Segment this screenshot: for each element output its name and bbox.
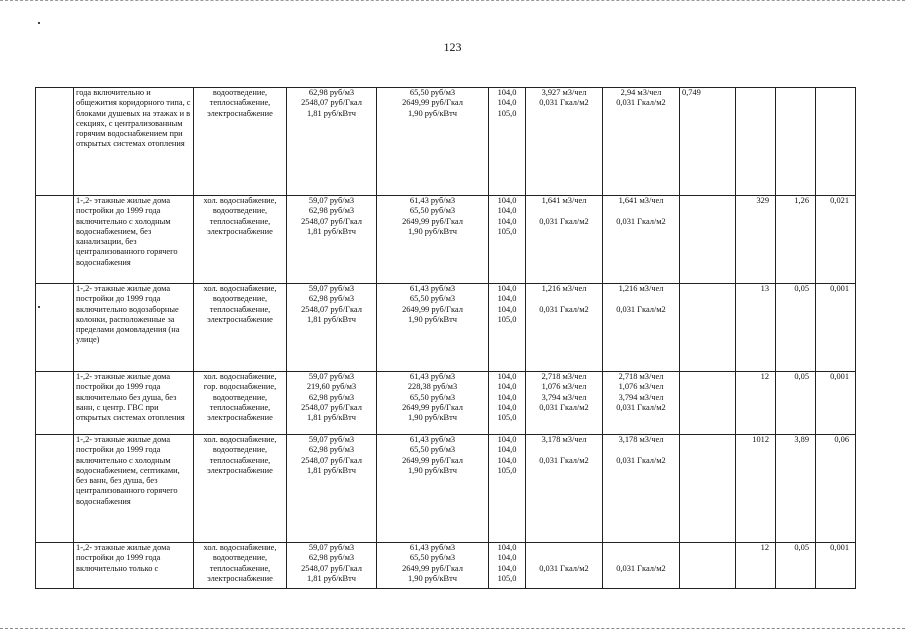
cell-line: 3,794 м3/чел — [618, 392, 664, 402]
cell-line: 104,0 — [497, 98, 517, 108]
cell-line: теплоснабжение, — [209, 563, 271, 573]
norm-current-cell — [526, 543, 603, 589]
cell-line: электроснабжение — [207, 465, 273, 475]
scan-top-border — [0, 0, 905, 4]
cell-line: хол. водоснабжение, — [203, 435, 277, 444]
cell-line: 59,07 руб/м3 — [308, 372, 355, 381]
index-cell — [489, 284, 526, 372]
cell-line — [605, 294, 677, 304]
norm-current-cell — [526, 88, 603, 196]
cell-line: 219,60 руб/м3 — [306, 382, 357, 392]
table-body — [36, 88, 905, 589]
cell-line — [605, 543, 677, 553]
cell-line: 2548,07 руб/Гкал — [301, 402, 362, 412]
norm-current-cell — [526, 372, 603, 435]
description-cell: 1-,2- этажные жилые дома постройки до 1999 года включительно с холодным водоснабжением, без канализации, без централизованного горячего водоснабжения — [74, 196, 194, 284]
description-cell: 1-,2- этажные жилые дома постройки до 1999 года включительно только с — [74, 543, 194, 589]
cell-line: 61,43 руб/м3 — [409, 372, 456, 381]
services-cell — [194, 284, 287, 372]
cell-line: хол. водоснабжение, — [203, 372, 277, 381]
cell-line: 1,90 руб/кВтч — [407, 573, 458, 583]
cell-line: 0,031 Гкал/м2 — [539, 98, 589, 108]
margin-cell — [36, 196, 74, 284]
value-cell-c11: 0,05 — [776, 543, 816, 589]
cell-line: электроснабжение — [207, 314, 273, 324]
cell-line: 59,07 руб/м3 — [308, 435, 355, 444]
cell-line: теплоснабжение, — [209, 402, 271, 412]
cell-line: хол. водоснабжение, — [203, 284, 277, 293]
cell-line: 0,031 Гкал/м2 — [616, 304, 666, 314]
cell-line: 62,98 руб/м3 — [308, 206, 355, 216]
margin-cell — [36, 435, 74, 543]
cell-line: 104,0 — [497, 445, 517, 455]
margin-cell — [36, 284, 74, 372]
table-row — [36, 435, 905, 543]
value-cell-c11: 1,26 — [776, 196, 816, 284]
cell-line: 1,076 м3/чел — [618, 382, 664, 392]
norm-current-cell — [526, 435, 603, 543]
value-cell-c10 — [736, 88, 776, 196]
cell-line: 104,0 — [497, 206, 517, 216]
cell-line: 104,0 — [497, 543, 517, 552]
cell-line: 1,90 руб/кВтч — [407, 226, 458, 236]
norm-new-cell — [603, 372, 680, 435]
cell-line: электроснабжение — [207, 108, 273, 118]
cell-line: 104,0 — [497, 563, 517, 573]
cell-line: теплоснабжение, — [209, 304, 271, 314]
cell-line — [528, 543, 600, 553]
value-cell-c11: 0,05 — [776, 284, 816, 372]
cell-line: 65,50 руб/м3 — [409, 206, 456, 216]
cell-line — [528, 206, 600, 216]
cell-line: 1,81 руб/кВтч — [306, 314, 357, 324]
description-cell: 1-,2- этажные жилые дома постройки до 1999 года включительно с холодным водоснабжением, септиками, без ванн, без душа, без централизованного горячего водоснабжения — [74, 435, 194, 543]
value-cell-c12: 0,021 — [816, 196, 856, 284]
cell-line: 0,031 Гкал/м2 — [539, 216, 589, 226]
cell-line: гор. водоснабжение, — [203, 382, 277, 392]
coefficient-cell — [680, 196, 736, 284]
index-cell — [489, 372, 526, 435]
tariff-new-cell — [377, 88, 489, 196]
cell-line: 105,0 — [497, 226, 517, 236]
index-cell — [489, 88, 526, 196]
coefficient-cell — [680, 435, 736, 543]
tariff-new-cell — [377, 372, 489, 435]
cell-line: 3,178 м3/чел — [618, 435, 664, 444]
cell-line: 104,0 — [497, 392, 517, 402]
value-cell-c10: 12 — [736, 372, 776, 435]
cell-line: 1,216 м3/чел — [541, 284, 587, 293]
cell-line — [528, 445, 600, 455]
norm-new-cell — [603, 284, 680, 372]
cell-line: 104,0 — [497, 435, 517, 444]
cell-line: 0,031 Гкал/м2 — [539, 563, 589, 573]
cell-line: 1,90 руб/кВтч — [407, 314, 458, 324]
cell-line: 104,0 — [497, 284, 517, 293]
cell-line: 65,50 руб/м3 — [409, 88, 456, 97]
services-cell — [194, 543, 287, 589]
cell-line: водоотведение, — [212, 445, 268, 455]
cell-line — [605, 445, 677, 455]
cell-line: 65,50 руб/м3 — [409, 294, 456, 304]
coefficient-cell — [680, 372, 736, 435]
cell-line: 1,90 руб/кВтч — [407, 465, 458, 475]
cell-line: 1,641 м3/чел — [541, 196, 587, 205]
cell-line: 2649,99 руб/Гкал — [402, 402, 463, 412]
cell-line: 2,718 м3/чел — [618, 372, 664, 381]
cell-line: 1,81 руб/кВтч — [306, 226, 357, 236]
cell-line: 1,90 руб/кВтч — [407, 413, 458, 423]
cell-line: 2548,07 руб/Гкал — [301, 563, 362, 573]
cell-line: 2649,99 руб/Гкал — [402, 216, 463, 226]
cell-line: 2649,99 руб/Гкал — [402, 304, 463, 314]
coefficient-cell: 0,749 — [680, 88, 736, 196]
table-row — [36, 196, 905, 284]
cell-line: 3,178 м3/чел — [541, 435, 587, 444]
cell-line: теплоснабжение, — [209, 455, 271, 465]
cell-line: 104,0 — [497, 304, 517, 314]
cell-line: 104,0 — [497, 88, 517, 97]
cell-line: хол. водоснабжение, — [203, 543, 277, 552]
norm-current-cell — [526, 196, 603, 284]
tariff-new-cell — [377, 284, 489, 372]
value-cell-c12: 0,001 — [816, 372, 856, 435]
cell-line: 105,0 — [497, 465, 517, 475]
cell-line: 105,0 — [497, 413, 517, 423]
value-cell-c11: 0,05 — [776, 372, 816, 435]
cell-line: электроснабжение — [207, 413, 273, 423]
margin-cell — [36, 543, 74, 589]
cell-line: электроснабжение — [207, 226, 273, 236]
page-number: 123 — [443, 40, 462, 54]
cell-line: водоотведение, — [212, 392, 268, 402]
cell-line: 228,38 руб/м3 — [407, 382, 458, 392]
norm-new-cell — [603, 435, 680, 543]
cell-line: 65,50 руб/м3 — [409, 392, 456, 402]
cell-line: 2548,07 руб/Гкал — [301, 216, 362, 226]
tariff-new-cell — [377, 435, 489, 543]
cell-line: 104,0 — [497, 294, 517, 304]
tariff-current-cell — [287, 543, 377, 589]
tariff-current-cell — [287, 372, 377, 435]
services-cell — [194, 196, 287, 284]
cell-line: 62,98 руб/м3 — [308, 294, 355, 304]
cell-line: 0,031 Гкал/м2 — [616, 98, 666, 108]
cell-line: водоотведение, — [212, 206, 268, 216]
cell-line — [528, 553, 600, 563]
cell-line: 59,07 руб/м3 — [308, 196, 355, 205]
value-cell-c12: 0,001 — [816, 543, 856, 589]
cell-line: 104,0 — [497, 402, 517, 412]
cell-line: 104,0 — [497, 382, 517, 392]
cell-line: 1,641 м3/чел — [618, 196, 664, 205]
cell-line: 2548,07 руб/Гкал — [301, 98, 362, 108]
norm-new-cell — [603, 88, 680, 196]
cell-line: 61,43 руб/м3 — [409, 284, 456, 293]
value-cell-c12 — [816, 88, 856, 196]
index-cell — [489, 543, 526, 589]
cell-line: 105,0 — [497, 314, 517, 324]
value-cell-c10: 13 — [736, 284, 776, 372]
index-cell — [489, 196, 526, 284]
cell-line: 105,0 — [497, 108, 517, 118]
cell-line: 2548,07 руб/Гкал — [301, 304, 362, 314]
margin-cell — [36, 372, 74, 435]
table-row — [36, 372, 905, 435]
cell-line: 1,81 руб/кВтч — [306, 108, 357, 118]
tariff-new-cell — [377, 543, 489, 589]
services-cell — [194, 88, 287, 196]
cell-line: 104,0 — [497, 196, 517, 205]
cell-line: теплоснабжение, — [209, 98, 271, 108]
cell-line: 0,031 Гкал/м2 — [616, 402, 666, 412]
cell-line: водоотведение, — [212, 88, 268, 97]
value-cell-c10: 329 — [736, 196, 776, 284]
cell-line: 104,0 — [497, 553, 517, 563]
tariff-current-cell — [287, 435, 377, 543]
cell-line: 104,0 — [497, 455, 517, 465]
cell-line: 1,81 руб/кВтч — [306, 573, 357, 583]
cell-line: электроснабжение — [207, 573, 273, 583]
cell-line: 1,216 м3/чел — [618, 284, 664, 293]
cell-line: 61,43 руб/м3 — [409, 543, 456, 552]
cell-line: 3,794 м3/чел — [541, 392, 587, 402]
value-cell-c11: 3,89 — [776, 435, 816, 543]
coefficient-cell — [680, 284, 736, 372]
cell-line — [605, 553, 677, 563]
table-row — [36, 284, 905, 372]
cell-line: 1,90 руб/кВтч — [407, 108, 458, 118]
cell-line: 0,031 Гкал/м2 — [616, 563, 666, 573]
cell-line: 104,0 — [497, 372, 517, 381]
cell-line: 2649,99 руб/Гкал — [402, 455, 463, 465]
cell-line: 59,07 руб/м3 — [308, 543, 355, 552]
cell-line: 59,07 руб/м3 — [308, 284, 355, 293]
scan-speck — [38, 22, 40, 24]
cell-line: 105,0 — [497, 573, 517, 583]
cell-line: 62,98 руб/м3 — [308, 88, 355, 97]
tariff-current-cell — [287, 196, 377, 284]
description-cell: 1-,2- этажные жилые дома постройки до 1999 года включительно водозаборные колонки, расположенные за пределами домовладения (на улице) — [74, 284, 194, 372]
cell-line: 1,81 руб/кВтч — [306, 465, 357, 475]
cell-line — [605, 206, 677, 216]
cell-line: 2649,99 руб/Гкал — [402, 98, 463, 108]
services-cell — [194, 372, 287, 435]
index-cell — [489, 435, 526, 543]
tariff-current-cell — [287, 284, 377, 372]
cell-line: 3,927 м3/чел — [541, 88, 587, 97]
table-row — [36, 88, 905, 196]
cell-line: 2548,07 руб/Гкал — [301, 455, 362, 465]
table-row — [36, 543, 905, 589]
cell-line: 61,43 руб/м3 — [409, 435, 456, 444]
scan-bottom-border — [0, 628, 905, 633]
cell-line: 0,031 Гкал/м2 — [539, 455, 589, 465]
cell-line: 0,031 Гкал/м2 — [539, 304, 589, 314]
norm-new-cell — [603, 196, 680, 284]
tariff-table — [35, 87, 905, 589]
cell-line: 1,076 м3/чел — [541, 382, 587, 392]
norm-current-cell — [526, 284, 603, 372]
coefficient-cell — [680, 543, 736, 589]
value-cell-c10: 12 — [736, 543, 776, 589]
cell-line: водоотведение, — [212, 294, 268, 304]
cell-line: 0,031 Гкал/м2 — [616, 216, 666, 226]
value-cell-c12: 0,001 — [816, 284, 856, 372]
margin-cell — [36, 88, 74, 196]
cell-line: 2,718 м3/чел — [541, 372, 587, 381]
description-cell: года включительно и общежития коридорного типа, с блоками душевых на этажах и в секциях, с централизованным горячим водоснабжением при открытых системах отопления — [74, 88, 194, 196]
description-cell: 1-,2- этажные жилые дома постройки до 1999 года включительно без душа, без ванн, с центр. ГВС при открытых системах отопления — [74, 372, 194, 435]
cell-line: 2,94 м3/чел — [620, 88, 662, 97]
cell-line: водоотведение, — [212, 553, 268, 563]
cell-line: 65,50 руб/м3 — [409, 445, 456, 455]
cell-line: 65,50 руб/м3 — [409, 553, 456, 563]
cell-line: 2649,99 руб/Гкал — [402, 563, 463, 573]
tariff-new-cell — [377, 196, 489, 284]
cell-line: 62,98 руб/м3 — [308, 553, 355, 563]
cell-line: теплоснабжение, — [209, 216, 271, 226]
tariff-current-cell — [287, 88, 377, 196]
norm-new-cell — [603, 543, 680, 589]
value-cell-c11 — [776, 88, 816, 196]
cell-line — [528, 294, 600, 304]
cell-line: 0,031 Гкал/м2 — [539, 402, 589, 412]
cell-line: 1,81 руб/кВтч — [306, 413, 357, 423]
value-cell-c10: 1012 — [736, 435, 776, 543]
cell-line: 61,43 руб/м3 — [409, 196, 456, 205]
value-cell-c12: 0,06 — [816, 435, 856, 543]
cell-line: 0,031 Гкал/м2 — [616, 455, 666, 465]
cell-line: 62,98 руб/м3 — [308, 392, 355, 402]
cell-line: 104,0 — [497, 216, 517, 226]
cell-line: хол. водоснабжение, — [203, 196, 277, 205]
cell-line: 62,98 руб/м3 — [308, 445, 355, 455]
services-cell — [194, 435, 287, 543]
